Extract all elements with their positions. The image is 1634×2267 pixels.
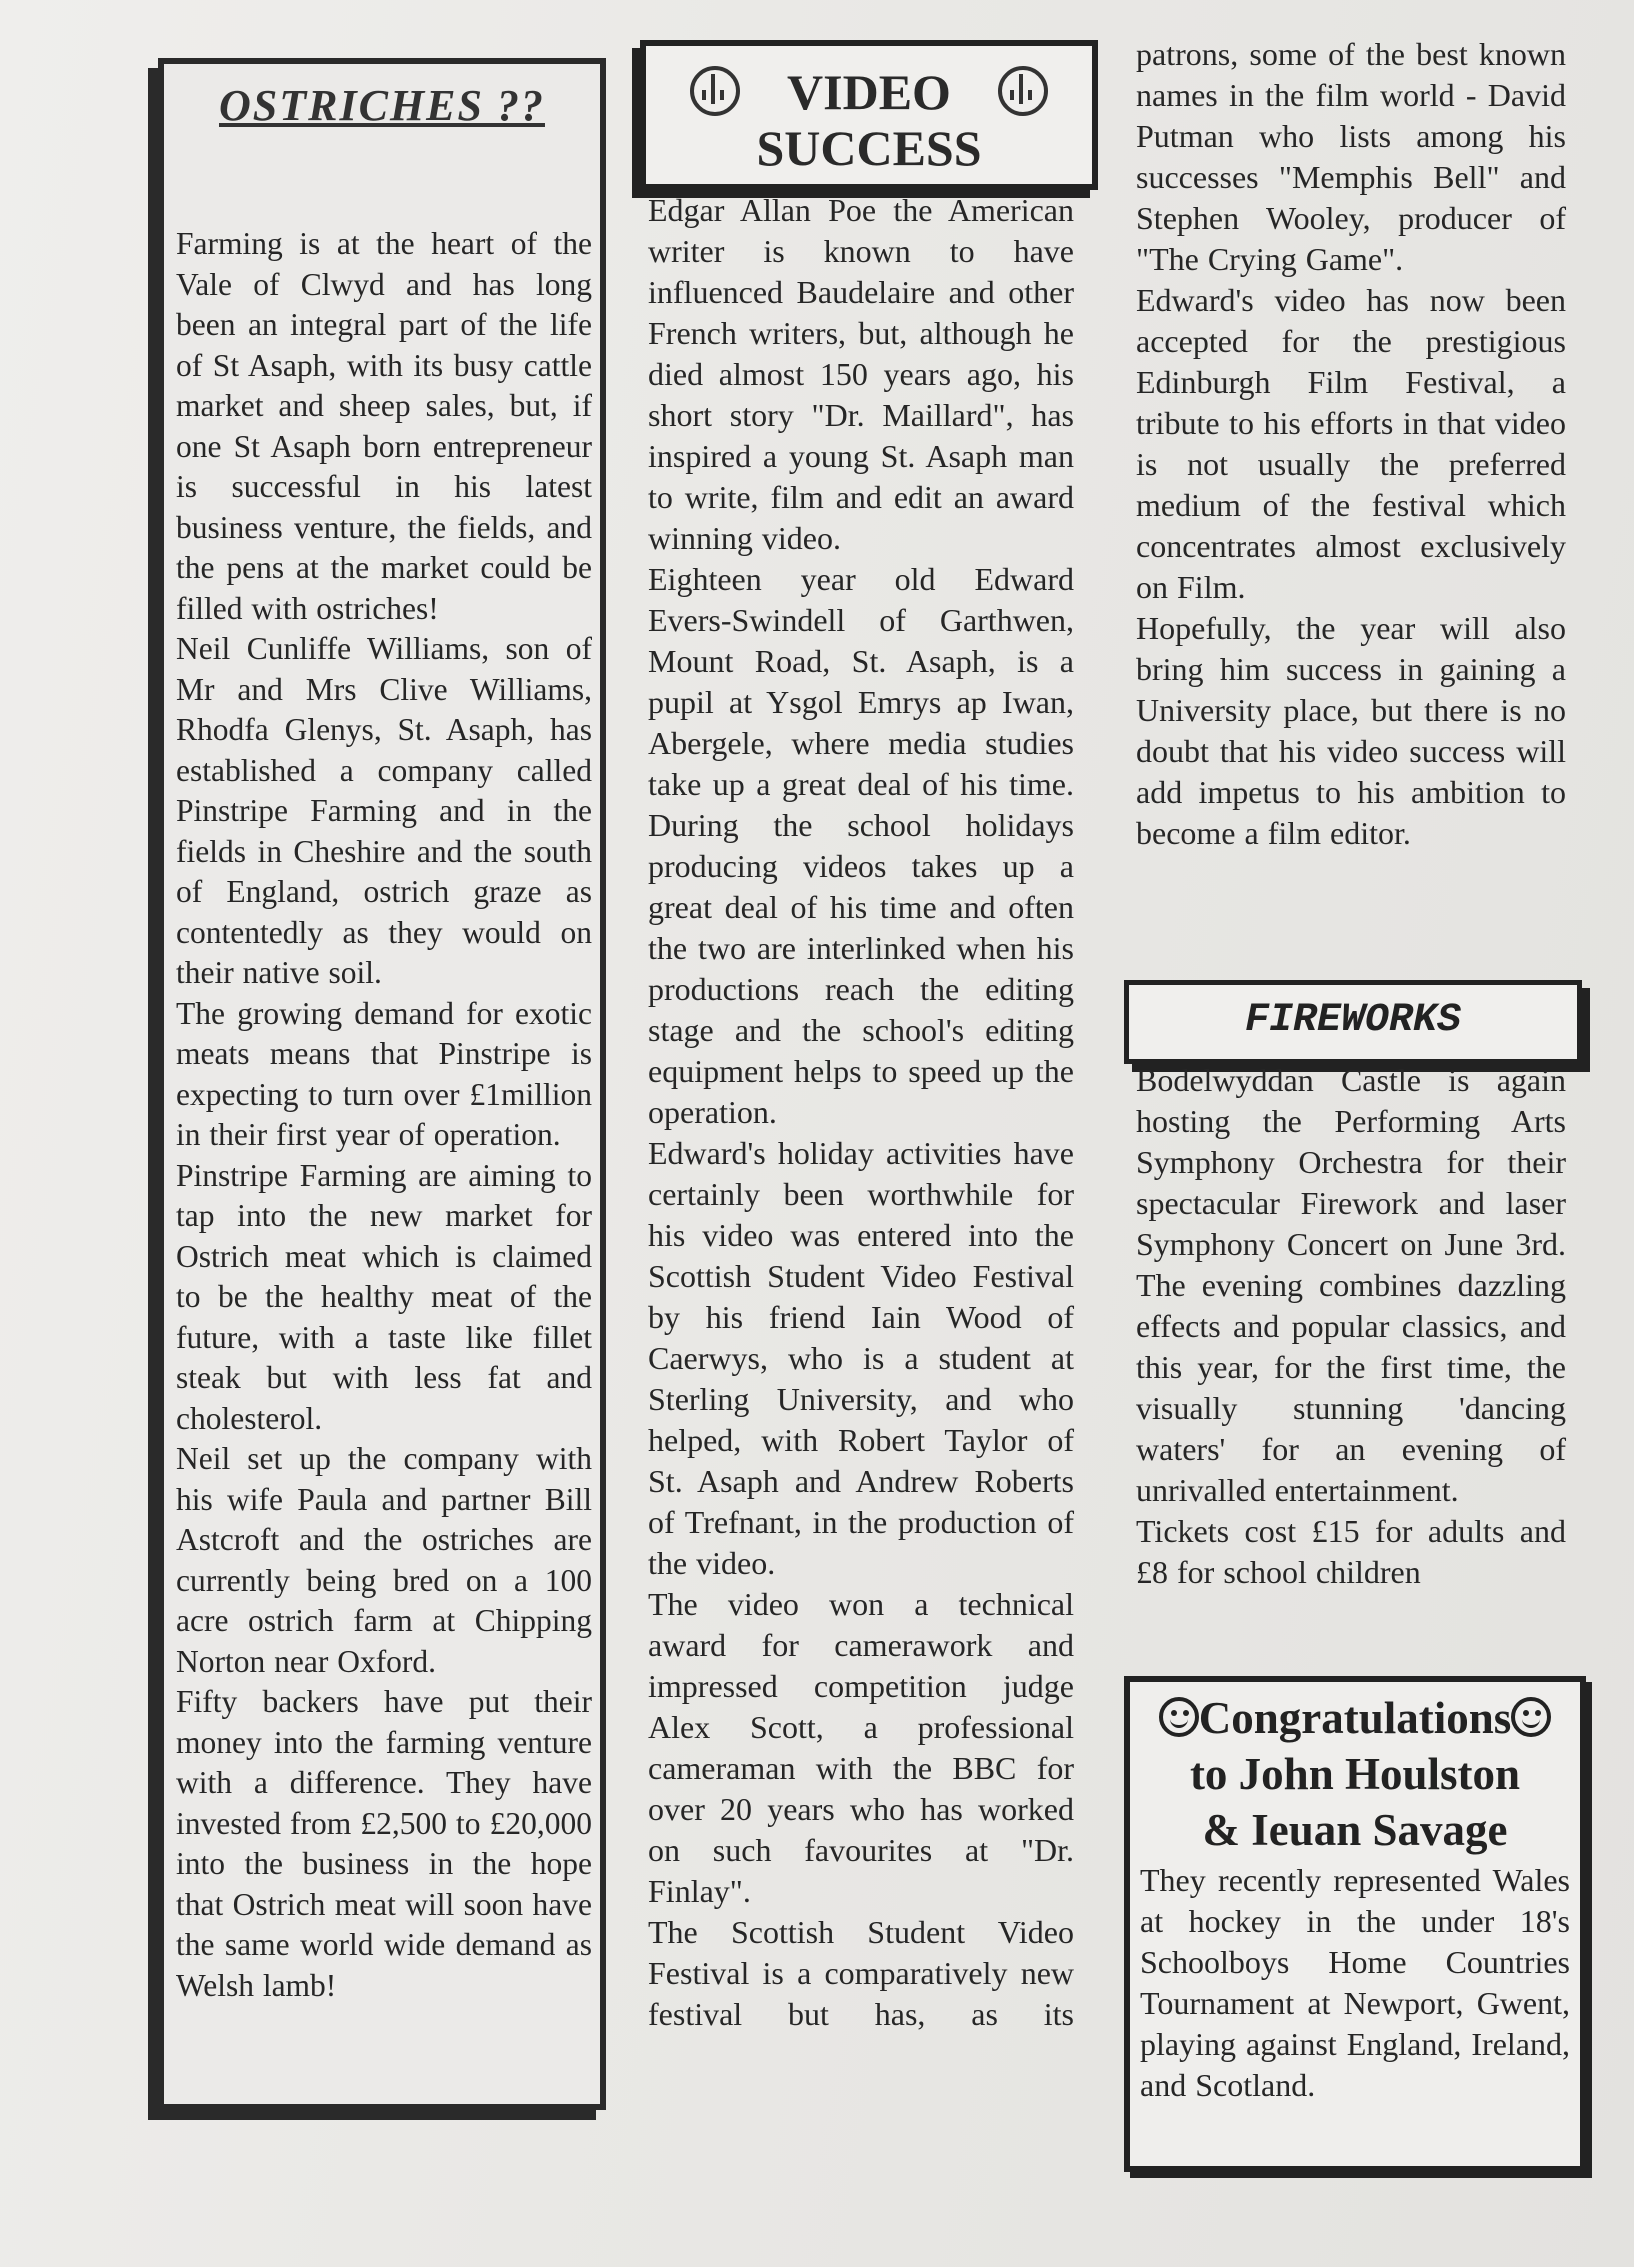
video-paragraph: The video won a technical award for camerawork and impressed competition judge Alex Scott, a professional cameraman with the BBC for over 20 years who has worked on such favourites at "Dr. Finlay". [648, 1586, 1074, 1909]
headline-line: VIDEO [787, 64, 951, 120]
ostriches-article [158, 58, 606, 2110]
ostriches-body [176, 224, 592, 2006]
video-paragraph: Edward's holiday activities have certainly been worthwhile for his video was entered into the Scottish Student Video Festival by his friend Iain Wood of Caerwys, who is a student at Sterling University, and who helped, with Robert Taylor of St. Asaph and Andrew Roberts of Trefnant, in the production of the video. [648, 1135, 1074, 1581]
fireworks-headline: FIREWORKS [1244, 998, 1462, 1043]
fireworks-paragraph: Tickets cost £15 for adults and £8 for school children [1136, 1513, 1566, 1590]
smiley-face-icon [1511, 1697, 1551, 1737]
video-paragraph: Edgar Allan Poe the American writer is known to have influenced Baudelaire and other French writers, but, although he died almost 150 years ago, his short story "Dr. Maillard", has inspired a young St. Asaph man to write, film and edit an award winning video. [648, 192, 1074, 556]
video-success-headline-box [640, 40, 1098, 190]
headline-line: SUCCESS [756, 120, 982, 176]
video-paragraph: Hopefully, the year will also bring him success in gaining a University place, but there is no doubt that his video success will add impetus to his ambition to become a film editor. [1136, 610, 1566, 851]
video-success-headline [646, 64, 1092, 176]
video-success-continued [1136, 34, 1566, 854]
congratulations-notice [1124, 1676, 1586, 2172]
video-success-body [648, 190, 1074, 2035]
headline-line: to John Houlston [1189, 1749, 1521, 1799]
headline-line: & Ieuan Savage [1202, 1805, 1508, 1855]
fireworks-paragraph: Bodelwyddan Castle is again hosting the Performing Arts Symphony Orchestra for their spectacular Firework and laser Symphony Concert on June 3rd. The evening combines dazzling effects and popular classics, and this year, for the first time, the visually stunning 'dancing waters' for an evening of unrivalled entertainment. [1136, 1062, 1566, 1508]
ostriches-paragraph: The growing demand for exotic meats means that Pinstripe is expecting to turn over £1million in their first year of operation. [176, 995, 592, 1152]
ostriches-paragraph: Fifty backers have put their money into the farming venture with a difference. They have invested from £2,500 to £20,000 into the business in the hope that Ostrich meat will soon have the same world wide demand as Welsh lamb! [176, 1684, 592, 2003]
fireworks-body [1136, 1060, 1566, 1593]
smiley-face-icon [1159, 1697, 1199, 1737]
congratulations-paragraph: They recently represented Wales at hockey in the under 18's Schoolboys Home Countries Tournament at Newport, Gwent, playing against England, Ireland, and Scotland. [1140, 1862, 1570, 2103]
ostriches-paragraph: Neil set up the company with his wife Paula and partner Bill Astcroft and the ostriches are currently being bred on a 100 acre ostrich farm at Chipping Norton near Oxford. [176, 1441, 592, 1679]
headline-line [1130, 1690, 1580, 1746]
congratulations-body [1140, 1860, 1570, 2106]
ostriches-paragraph: Pinstripe Farming are aiming to tap into the new market for Ostrich meat which is claimed to be the healthy meat of the future, with a taste like fillet steak but with less fat and cholesterol. [176, 1157, 592, 1436]
video-paragraph: Eighteen year old Edward Evers-Swindell of Garthwen, Mount Road, St. Asaph, is a pupil at Ysgol Emrys ap Iwan, Abergele, where media studies take up a great deal of his time. During the school holidays producing videos takes up a great deal of his time and often the two are interlinked when his productions reach the editing stage and the school's editing equipment helps to speed up the operation. [648, 561, 1074, 1130]
ostriches-headline: OSTRICHES ?? [219, 81, 545, 130]
video-paragraph: The Scottish Student Video Festival is a comparatively new festival but has, as its [648, 1914, 1074, 2032]
ostriches-paragraph: Farming is at the heart of the Vale of Clwyd and has long been an integral part of the life of St Asaph, with its busy cattle market and sheep sales, but, if one St Asaph born entrepreneur is successful in his latest business venture, the fields, and the pens at the market could be filled with ostriches! [176, 226, 592, 626]
congratulations-headline [1130, 1690, 1580, 1858]
video-paragraph: patrons, some of the best known names in the film world - David Putman who lists among his successes "Memphis Bell" and Stephen Wooley, producer of "The Crying Game". [1136, 36, 1566, 277]
ostriches-paragraph: Neil Cunliffe Williams, son of Mr and Mrs Clive Williams, Rhodfa Glenys, St. Asaph, has established a company called Pinstripe Farming and in the fields in Cheshire and the south of England, ostrich graze as contentedly as they would on their native soil. [176, 631, 592, 990]
fireworks-headline-box [1124, 980, 1582, 1064]
headline-text: Congratulations [1198, 1693, 1512, 1743]
video-paragraph: Edward's video has now been accepted for the prestigious Edinburgh Film Festival, a tribute to his efforts in that video is not usually the preferred medium of the festival which concentrates almost exclusively on Film. [1136, 282, 1566, 605]
